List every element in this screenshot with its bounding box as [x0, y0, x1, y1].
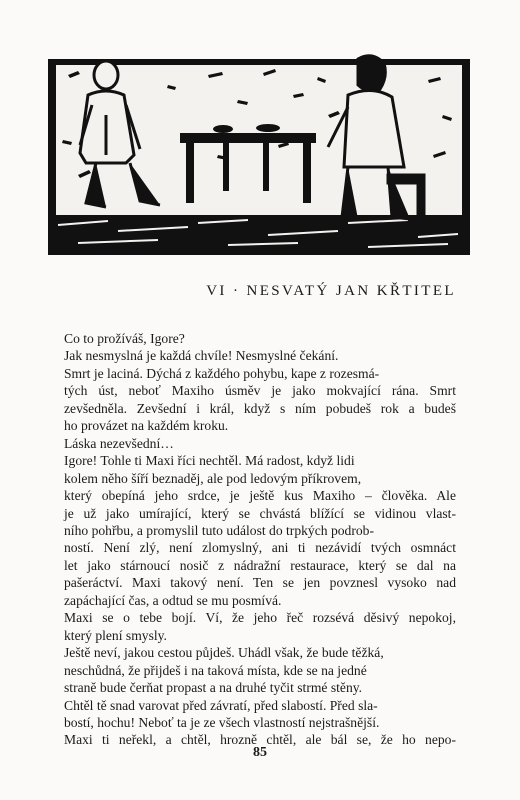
text-line: který obepíná jeho srdce, je ještě kus Maxiho – člověka. Ale — [64, 488, 456, 504]
text-line: ního pohřbu, a promyslil tuto událost do trpkých podrob- — [64, 522, 374, 538]
text-line: tých úst, neboť Maxiho úsměv je jako mokvající rána. Smrt — [64, 383, 456, 399]
text-line: kolem něho šíří beznaděj, ale pod ledovým příkrovem, — [64, 470, 362, 486]
body-text — [64, 330, 456, 749]
text-line: je už jako umírající, který se chvástá blížící se vidinou vlast- — [64, 505, 456, 521]
text-line: bostí, hochu! Neboť ta je ze všech vlastností nejstrašnější. — [64, 714, 380, 730]
text-line: Co to prožíváš, Igore? — [64, 331, 185, 346]
text-line: který plení smysly. — [64, 627, 167, 643]
text-line: ností. Není zlý, není zlomyslný, ani ti nezávidí tvých osmnáct — [64, 540, 456, 556]
text-line: let jako stárnoucí nosič z nádražní restaurace, který se dal na — [64, 557, 456, 573]
text-line: Ještě neví, jakou cestou půjdeš. Uhádl však, že bude těžká, — [64, 645, 384, 661]
text-line: Maxi se o tebe bojí. Ví, že jeho řeč rozsévá děsivý nepokoj, — [64, 610, 456, 626]
chapter-heading: VI · NESVATÝ JAN KŘTITEL — [206, 283, 456, 299]
text-line: Maxi ti neřekl, a chtěl, hrozně chtěl, ale bál se, že ho nepo- — [64, 732, 456, 748]
woodcut-illustration — [48, 45, 470, 257]
text-line: pašeráctví. Maxi takový není. Ten se jen povznesl vysoko nad — [64, 575, 456, 591]
text-line: Jak nesmyslná je každá chvíle! Nesmyslné čekání. — [64, 348, 339, 364]
page-number: 85 — [253, 745, 267, 760]
text-line: neschůdná, že přijdeš i na taková místa, kde se na jedné — [64, 662, 367, 678]
text-line: zevšedněla. Zevšední i král, když s ním pobudeš rok a budeš — [64, 400, 456, 416]
text-line: Igore! Tohle ti Maxi říci nechtěl. Má radost, když lidi — [64, 453, 355, 469]
text-line: straně bude čerňat propast a na druhé tyčit strmé stěny. — [64, 680, 363, 696]
text-line: Láska nezevšední… — [64, 435, 174, 451]
text-line: ho provázet na každém kroku. — [64, 418, 229, 434]
text-line: Smrt je laciná. Dýchá z každého pohybu, kape z rozesmá- — [64, 365, 380, 381]
text-line: zapáchající čas, a odtud se mu posmívá. — [64, 592, 282, 608]
text-line: Chtěl tě snad varovat před závratí, před slabostí. Před sla- — [64, 697, 378, 713]
